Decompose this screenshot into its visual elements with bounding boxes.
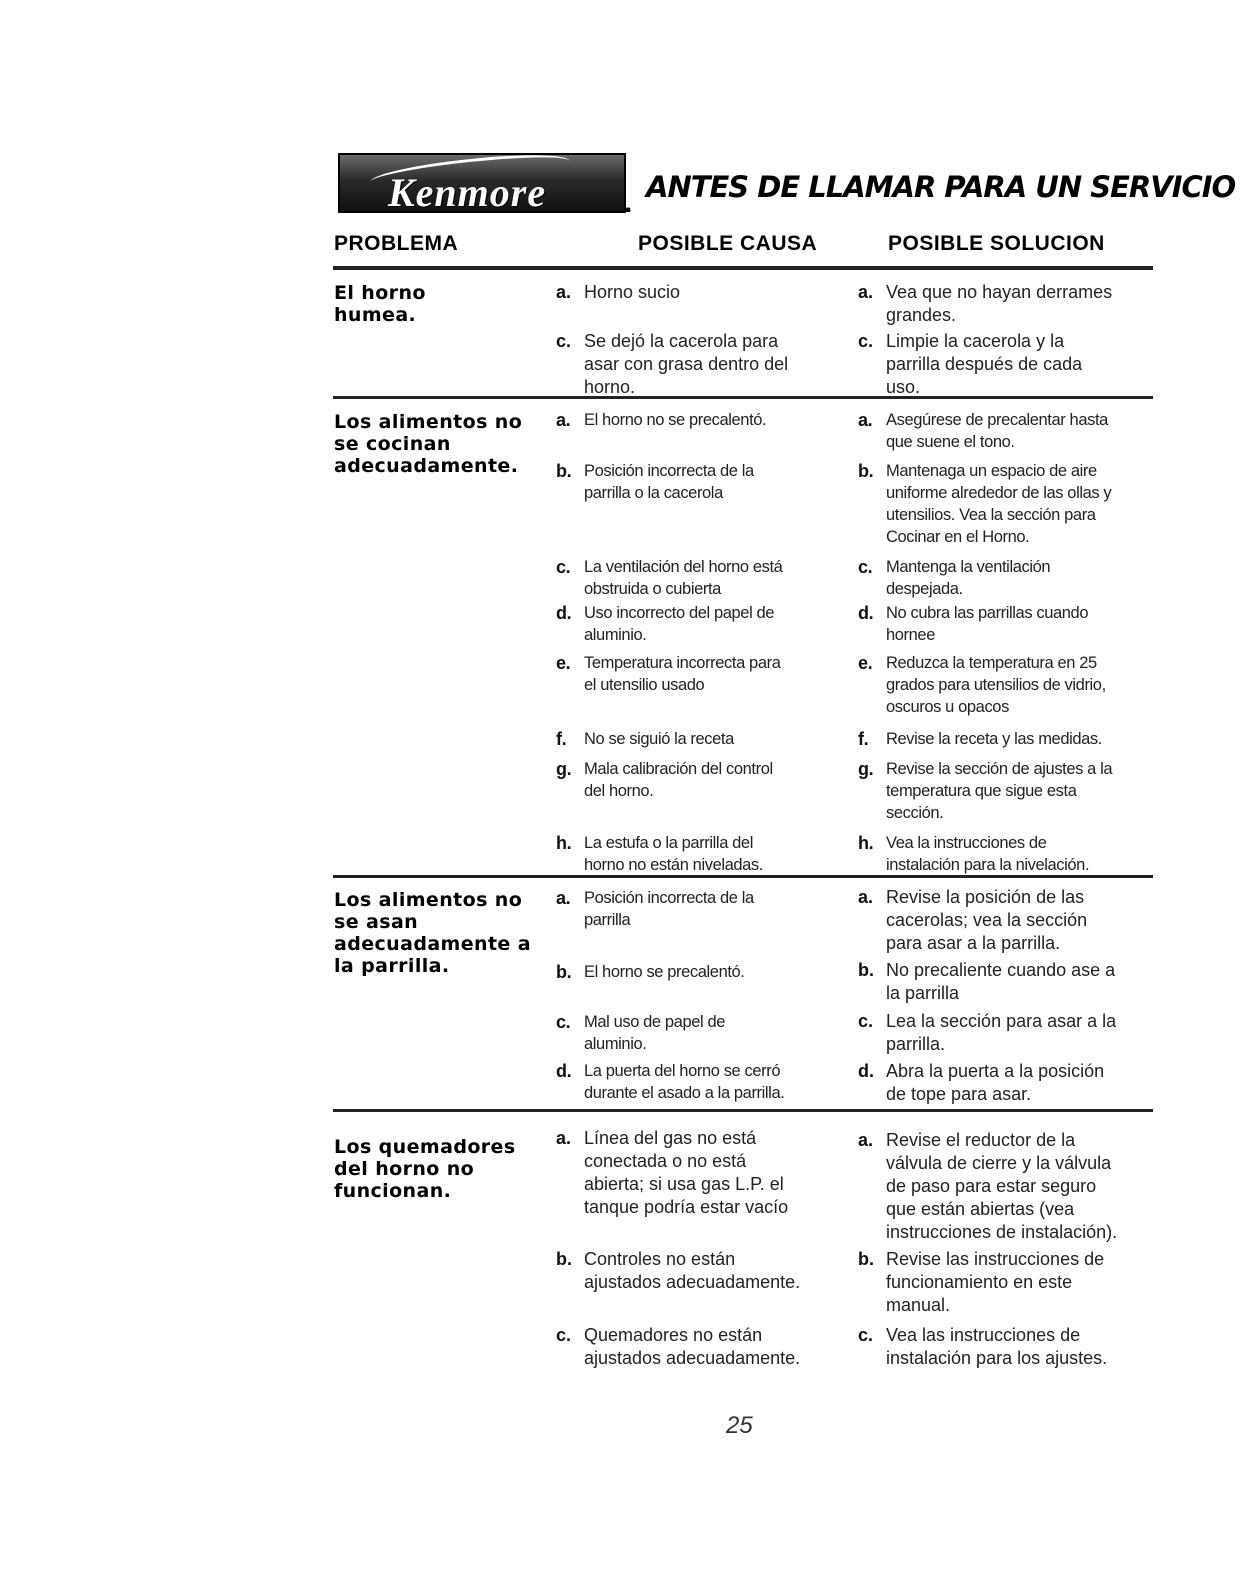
solution-item — [858, 728, 1158, 750]
cause-text: No se siguió la receta — [584, 730, 734, 748]
item-letter: c. — [858, 331, 874, 351]
problem-label — [334, 1136, 516, 1202]
cause-item — [556, 281, 826, 304]
item-letter: b. — [858, 960, 874, 980]
page-title: ANTES DE LLAMAR PARA UN SERVICIO — [646, 170, 1236, 204]
cause-text: La ventilación del horno está obstruida o cubierta — [584, 558, 783, 598]
item-letter: a. — [556, 282, 572, 302]
solution-item — [858, 409, 1158, 453]
item-letter: c. — [858, 557, 873, 577]
page-number: 25 — [726, 1412, 753, 1439]
solution-text: Asegúrese de precalentar hasta que suene el tono. — [886, 411, 1108, 451]
solution-text: Vea las instrucciones de instalación para los ajustes. — [886, 1325, 1108, 1368]
cause-text: Posición incorrecta de la parrilla — [584, 889, 754, 929]
solution-item — [858, 832, 1158, 876]
cause-item — [556, 1324, 826, 1370]
cause-item — [556, 652, 826, 696]
solution-text: Limpie la cacerola y la parrilla después de cada uso. — [886, 331, 1083, 397]
solution-item — [858, 1129, 1158, 1244]
solution-item — [858, 1324, 1158, 1370]
cause-item — [556, 602, 826, 646]
solution-text: Vea la instrucciones de instalación para la nivelación. — [886, 834, 1090, 874]
solution-text: No precaliente cuando ase a la parrilla — [886, 960, 1116, 1003]
solution-item — [858, 758, 1158, 824]
solution-item — [858, 330, 1158, 399]
item-letter: h. — [556, 833, 572, 853]
problem-text: Los alimentos no se cocinan adecuadamente. — [334, 411, 523, 477]
cause-text: Mala calibración del control del horno. — [584, 760, 773, 800]
solution-item — [858, 602, 1158, 646]
cause-text: La estufa o la parrilla del horno no están niveladas. — [584, 834, 763, 874]
item-letter: a. — [858, 410, 873, 430]
item-letter: b. — [858, 1249, 874, 1269]
header-divider — [333, 266, 1153, 270]
item-letter: g. — [858, 759, 874, 779]
cause-text: Temperatura incorrecta para el utensilio usado — [584, 654, 781, 694]
item-letter: b. — [556, 1249, 572, 1269]
item-letter: c. — [858, 1325, 874, 1345]
solution-text: Reduzca la temperatura en 25 grados para utensilios de vidrio, oscuros u opacos — [886, 654, 1106, 716]
cause-item — [556, 1011, 826, 1055]
item-letter: a. — [858, 887, 874, 907]
item-letter: f. — [556, 729, 567, 749]
solution-item — [858, 1060, 1158, 1106]
item-letter: c. — [556, 331, 572, 351]
solution-text: Mantenga la ventilación despejada. — [886, 558, 1051, 598]
solution-item — [858, 460, 1158, 548]
item-letter: g. — [556, 759, 572, 779]
solution-text: Revise la receta y las medidas. — [886, 730, 1102, 748]
solution-text: Revise el reductor de la válvula de cierre y la válvula de paso para estar seguro que están abiertas (vea instrucciones de instalación). — [886, 1130, 1118, 1242]
solution-item — [858, 652, 1158, 718]
problem-label — [334, 282, 426, 326]
column-header-solution: POSIBLE SOLUCION — [888, 232, 1105, 255]
cause-text: Quemadores no están ajustados adecuadamente. — [584, 1325, 801, 1368]
problem-text: Los quemadores del horno no funcionan. — [334, 1136, 516, 1202]
cause-item — [556, 758, 826, 802]
cause-item — [556, 1060, 826, 1104]
problem-text: Los alimentos no se asan adecuadamente a la parrilla. — [334, 889, 531, 977]
column-header-problem: PROBLEMA — [334, 232, 459, 255]
cause-item — [556, 961, 826, 983]
item-letter: c. — [858, 1011, 874, 1031]
item-letter: c. — [556, 1325, 572, 1345]
cause-item — [556, 330, 826, 399]
problem-label — [334, 411, 522, 477]
item-letter: a. — [858, 1130, 874, 1150]
solution-item — [858, 281, 1158, 327]
solution-item — [858, 1248, 1158, 1317]
item-letter: a. — [556, 410, 571, 430]
item-letter: a. — [858, 282, 874, 302]
solution-item — [858, 556, 1158, 600]
solution-item — [858, 1010, 1158, 1056]
item-letter: b. — [858, 461, 874, 481]
solution-text: Lea la sección para asar a la parrilla. — [886, 1011, 1117, 1054]
problem-label — [334, 889, 531, 977]
problem-text: El horno humea. — [334, 282, 426, 326]
cause-item — [556, 887, 826, 931]
cause-text: El horno se precalentó. — [584, 963, 745, 981]
logo-dot: . — [624, 186, 633, 219]
cause-text: Mal uso de papel de aluminio. — [584, 1013, 726, 1053]
solution-text: Mantenaga un espacio de aire uniforme alrededor de las ollas y utensilios. Vea la sección para Cocinar en el Horno. — [886, 462, 1112, 546]
cause-text: Posición incorrecta de la parrilla o la cacerola — [584, 462, 754, 502]
item-letter: a. — [556, 888, 571, 908]
solution-item — [858, 886, 1158, 955]
logo-text: Kenmore — [388, 170, 547, 213]
cause-text: Uso incorrecto del papel de aluminio. — [584, 604, 775, 644]
solution-text: Vea que no hayan derrames grandes. — [886, 282, 1113, 325]
item-letter: f. — [858, 729, 869, 749]
solution-item — [858, 959, 1158, 1005]
cause-item — [556, 556, 826, 600]
cause-text: Controles no están ajustados adecuadamente. — [584, 1249, 801, 1292]
item-letter: a. — [556, 1128, 572, 1148]
cause-item — [556, 728, 826, 750]
kenmore-logo — [338, 153, 626, 213]
item-letter: b. — [556, 461, 572, 481]
cause-item — [556, 460, 826, 504]
item-letter: e. — [556, 653, 571, 673]
section-divider — [333, 1109, 1153, 1112]
page-header — [338, 150, 1236, 222]
cause-item — [556, 832, 826, 876]
item-letter: h. — [858, 833, 874, 853]
cause-item — [556, 1248, 826, 1294]
item-letter: d. — [556, 1061, 572, 1081]
item-letter: e. — [858, 653, 873, 673]
solution-text: Abra la puerta a la posición de tope para asar. — [886, 1061, 1105, 1104]
cause-text: Línea del gas no está conectada o no está abierta; si usa gas L.P. el tanque podría estar vacío — [584, 1128, 789, 1217]
cause-text: Se dejó la cacerola para asar con grasa dentro del horno. — [584, 331, 789, 397]
cause-text: El horno no se precalentó. — [584, 411, 767, 429]
column-header-cause: POSIBLE CAUSA — [638, 232, 818, 255]
solution-text: No cubra las parrillas cuando hornee — [886, 604, 1089, 644]
cause-text: La puerta del horno se cerró durante el asado a la parrilla. — [584, 1062, 785, 1102]
item-letter: c. — [556, 1012, 571, 1032]
cause-text: Horno sucio — [584, 282, 681, 302]
item-letter: d. — [858, 1061, 874, 1081]
item-letter: d. — [858, 603, 874, 623]
solution-text: Revise la posición de las cacerolas; vea la sección para asar a la parrilla. — [886, 887, 1088, 953]
cause-item — [556, 1127, 826, 1219]
item-letter: d. — [556, 603, 572, 623]
cause-item — [556, 409, 826, 431]
item-letter: b. — [556, 962, 572, 982]
item-letter: c. — [556, 557, 571, 577]
solution-text: Revise la sección de ajustes a la temperatura que sigue esta sección. — [886, 760, 1113, 822]
solution-text: Revise las instrucciones de funcionamiento en este manual. — [886, 1249, 1105, 1315]
